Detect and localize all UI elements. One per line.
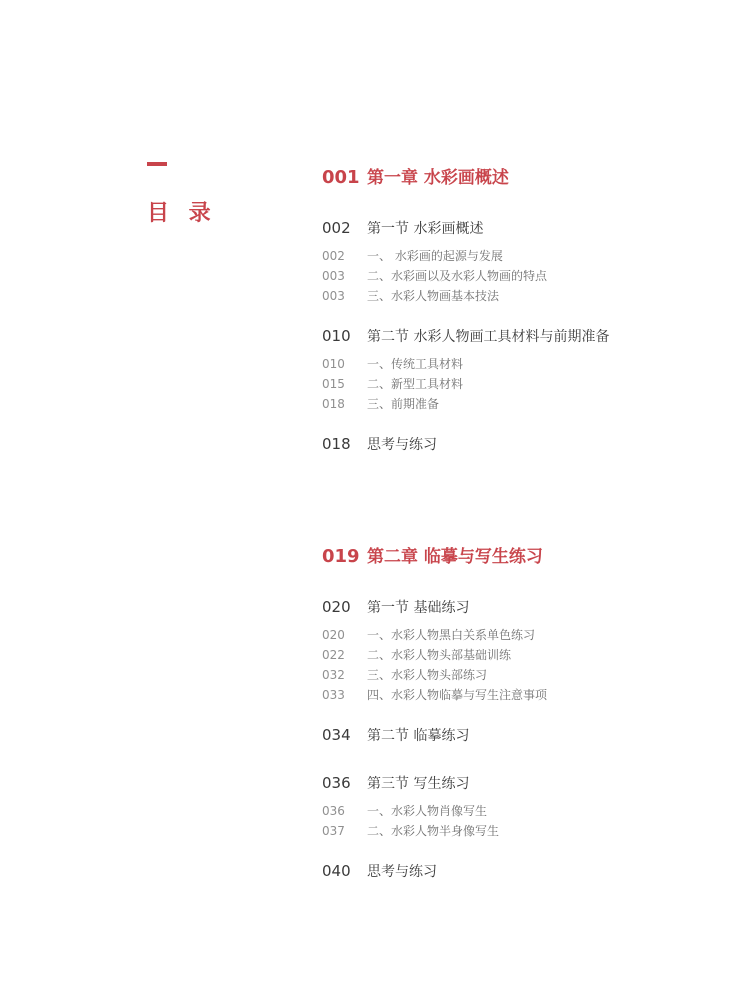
toc-item[interactable] bbox=[322, 626, 535, 643]
toc-item[interactable] bbox=[322, 395, 439, 412]
section-title: 第一节 水彩画概述 bbox=[367, 221, 484, 237]
item-title: 一、水彩人物黑白关系单色练习 bbox=[367, 628, 536, 642]
item-page: 022 bbox=[322, 648, 345, 662]
section-title: 思考与练习 bbox=[367, 864, 437, 880]
section-2-3[interactable] bbox=[322, 773, 469, 793]
item-title: 三、水彩人物画基本技法 bbox=[367, 289, 500, 303]
section-1-2[interactable] bbox=[322, 326, 609, 346]
toc-item[interactable] bbox=[322, 375, 463, 392]
section-title: 第一节 基础练习 bbox=[367, 600, 470, 616]
toc-item[interactable] bbox=[322, 267, 547, 284]
section-2-2[interactable] bbox=[322, 725, 469, 745]
section-1-1[interactable] bbox=[322, 218, 483, 238]
toc-item[interactable] bbox=[322, 822, 499, 839]
toc-item[interactable] bbox=[322, 666, 487, 683]
item-page: 015 bbox=[322, 377, 345, 391]
toc-item[interactable] bbox=[322, 247, 503, 264]
section-title: 第二节 水彩人物画工具材料与前期准备 bbox=[367, 329, 610, 345]
section-page: 018 bbox=[322, 435, 351, 453]
item-title: 一、传统工具材料 bbox=[367, 357, 464, 371]
item-title: 二、水彩画以及水彩人物画的特点 bbox=[367, 269, 548, 283]
item-title: 二、水彩人物头部基础训练 bbox=[367, 648, 512, 662]
toc-item[interactable] bbox=[322, 287, 499, 304]
toc-item[interactable] bbox=[322, 355, 463, 372]
section-1-exercise[interactable] bbox=[322, 434, 437, 454]
chapter-1[interactable] bbox=[322, 163, 509, 188]
section-page: 010 bbox=[322, 327, 351, 345]
item-page: 018 bbox=[322, 397, 345, 411]
item-title: 一、 水彩画的起源与发展 bbox=[367, 249, 503, 263]
section-2-exercise[interactable] bbox=[322, 861, 437, 881]
section-title: 第二节 临摹练习 bbox=[367, 728, 470, 744]
section-page: 020 bbox=[322, 598, 351, 616]
section-page: 036 bbox=[322, 774, 351, 792]
item-title: 二、新型工具材料 bbox=[367, 377, 464, 391]
chapter-2[interactable] bbox=[322, 542, 543, 567]
item-page: 033 bbox=[322, 688, 345, 702]
item-title: 二、水彩人物半身像写生 bbox=[367, 824, 500, 838]
chapter-page: 001 bbox=[322, 167, 360, 188]
toc-item[interactable] bbox=[322, 802, 487, 819]
item-title: 三、前期准备 bbox=[367, 397, 440, 411]
toc-accent-bar bbox=[147, 162, 167, 166]
toc-item[interactable] bbox=[322, 686, 547, 703]
chapter-title: 第二章 临摹与写生练习 bbox=[367, 547, 543, 567]
item-page: 037 bbox=[322, 824, 345, 838]
chapter-title: 第一章 水彩画概述 bbox=[367, 168, 509, 188]
item-page: 002 bbox=[322, 249, 345, 263]
item-page: 032 bbox=[322, 668, 345, 682]
section-page: 002 bbox=[322, 219, 351, 237]
section-page: 040 bbox=[322, 862, 351, 880]
item-title: 三、水彩人物头部练习 bbox=[367, 668, 488, 682]
toc-title: 目 录 bbox=[147, 201, 217, 226]
item-page: 020 bbox=[322, 628, 345, 642]
item-page: 003 bbox=[322, 289, 345, 303]
section-title: 思考与练习 bbox=[367, 437, 437, 453]
section-page: 034 bbox=[322, 726, 351, 744]
section-title: 第三节 写生练习 bbox=[367, 776, 470, 792]
item-title: 一、水彩人物肖像写生 bbox=[367, 804, 488, 818]
item-title: 四、水彩人物临摹与写生注意事项 bbox=[367, 688, 548, 702]
item-page: 010 bbox=[322, 357, 345, 371]
item-page: 003 bbox=[322, 269, 345, 283]
toc-item[interactable] bbox=[322, 646, 511, 663]
section-2-1[interactable] bbox=[322, 597, 469, 617]
item-page: 036 bbox=[322, 804, 345, 818]
chapter-page: 019 bbox=[322, 546, 360, 567]
